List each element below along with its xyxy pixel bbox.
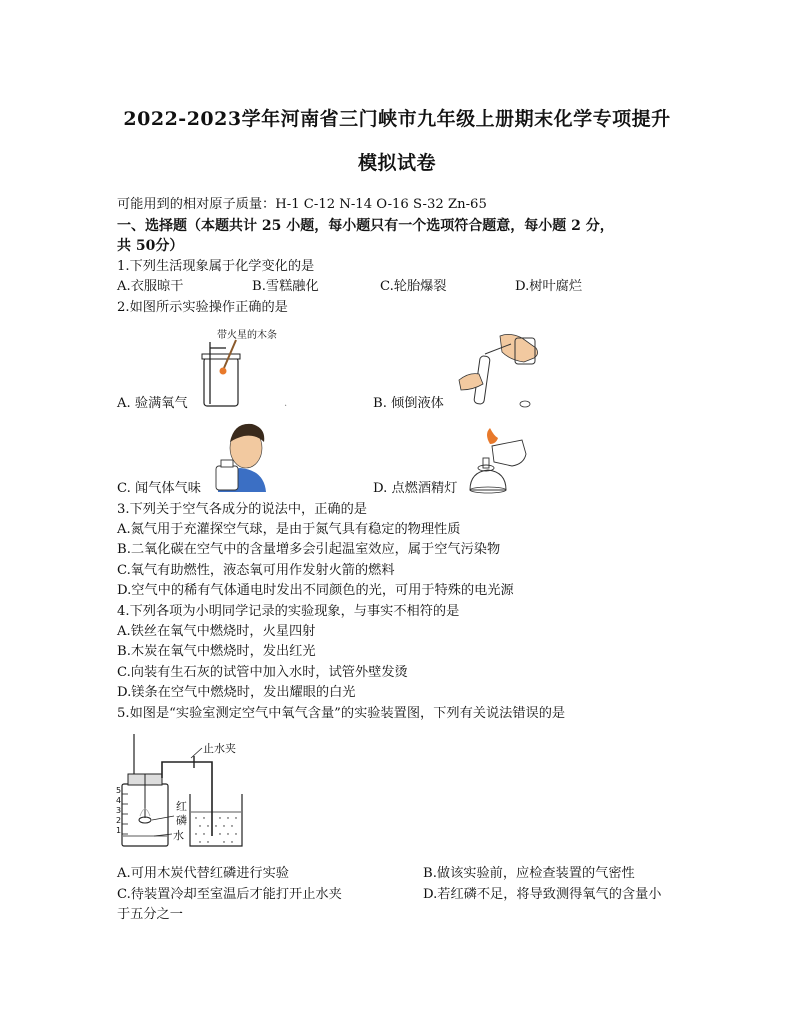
section-heading: 一、选择题（本题共计 25 小题，每小题只有一个选项符合题意，每小题 2 分， — [117, 218, 614, 234]
q3-option-c: C.氧气有助燃性，液态氧可用作发射火箭的燃料 — [117, 563, 395, 578]
q3-option-b: B.二氧化碳在空气中的含量增多会引起温室效应，属于空气污染物 — [117, 542, 501, 557]
q1-option-b: B.雪糕融化 — [252, 279, 319, 294]
q5-graduation-marks: 5 4 3 2 1 — [116, 786, 122, 835]
q2-stem: 2.如图所示实验操作正确的是 — [117, 300, 288, 315]
q5-label-phos: 磷 — [176, 814, 187, 827]
q5-option-d: D.若红磷不足，将导致测得氧气的含量小 — [423, 887, 662, 902]
q1-stem: 1.下列生活现象属于化学变化的是 — [117, 259, 315, 274]
q5-option-d-cont: 于五分之一 — [117, 907, 183, 922]
q1-option-d: D.树叶腐烂 — [515, 279, 583, 294]
section-heading-cont: 共 50分） — [117, 238, 184, 254]
q3-stem: 3.下列关于空气各成分的说法中，正确的是 — [117, 502, 367, 517]
q4-option-a: A.铁丝在氧气中燃烧时，火星四射 — [117, 624, 316, 639]
q4-option-d: D.镁条在空气中燃烧时，发出耀眼的白光 — [117, 685, 356, 700]
q4-option-b: B.木炭在氧气中燃烧时，发出红光 — [117, 644, 316, 659]
alcohol-lamp-figure — [466, 428, 528, 494]
q1-option-c: C.轮胎爆裂 — [380, 279, 447, 294]
q5-label-water: 水 — [173, 829, 184, 842]
q3-option-a: A.氮气用于充灌探空气球，是由于氮气具有稳定的物理性质 — [117, 522, 461, 537]
oxygen-bottle-figure — [200, 340, 246, 410]
q2-fig-a-mark: . — [284, 398, 288, 409]
atomic-masses: 可能用到的相对原子质量：H-1 C-12 N-14 O-16 S-32 Zn-65 — [117, 197, 487, 212]
q5-option-a: A.可用木炭代替红磷进行实验 — [117, 866, 289, 881]
smell-gas-figure — [212, 420, 272, 492]
pouring-liquid-figure — [455, 332, 547, 410]
q2-option-a: A. 验满氧气 — [117, 396, 188, 411]
q2-option-d: D. 点燃酒精灯 — [373, 481, 458, 496]
q4-stem: 4.下列各项为小明同学记录的实验现象，与事实不相符的是 — [117, 604, 460, 619]
q5-stem: 5.如图是“实验室测定空气中氧气含量”的实验装置图，下列有关说法错误的是 — [117, 706, 566, 721]
page-subtitle: 模拟试卷 — [357, 152, 436, 174]
q5-label-clamp: 止水夹 — [203, 742, 236, 755]
q5-label-red: 红 — [176, 800, 187, 813]
q2-fig-label: 带火星的木条 — [217, 330, 277, 341]
q1-option-a: A.衣服晾干 — [117, 279, 184, 294]
q5-option-b: B.做该实验前，应检查装置的气密性 — [423, 866, 635, 881]
q5-option-c: C.待装置冷却至室温后才能打开止水夹 — [117, 887, 342, 902]
q4-option-c: C.向装有生石灰的试管中加入水时，试管外壁发烫 — [117, 665, 408, 680]
q2-option-c: C. 闻气体气味 — [117, 481, 201, 496]
q2-option-b: B. 倾倒液体 — [373, 396, 444, 411]
page-title: 2022-2023学年河南省三门峡市九年级上册期末化学专项提升 — [123, 108, 671, 130]
q3-option-d: D.空气中的稀有气体通电时发出不同颜色的光，可用于特殊的电光源 — [117, 583, 514, 598]
